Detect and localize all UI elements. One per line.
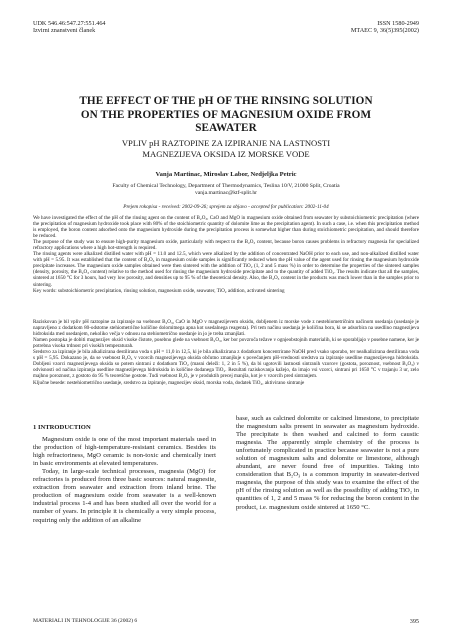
issn: ISSN 1580-2949 [377, 20, 419, 27]
abstract-paragraph: Sredstvo za izpiranje je bila alkalizirana destilirana voda s pH = 11,0 in 12,5, ki je bila alkalizirana z dodatkom koncentrirane NaOH pred vsako uporabo, ter nealkalizirana destilirana voda s pH = 5,95. Dokazano je, da se vsebnost B₂O₃ v vzorcih magnezijevega oksida občutno zmanjšuje s povečanjem pH-vrednosti sredstva za izpiranje usedline magnezijevega hidroksida. Dobljeni vzorci magnezijevega oksida so potem sintrani z dodatkom TiO₂ (masni deleži: 1, 2 in 5 %), da bi ugotovili lastnosti sintranih vzorcev (gostota, poroznost, vsebnost B₂O₃) v odvisnosti od načina izpiranja usedline magnezijevega hidroksida in količine dodanega TiO₂. Rezultati raziskovanja kažejo, da imajo vsi vzorci, sintrani pri 1650 °C v trajanju 3 ur, zelo majhno poroznost, z gostoto do 95 % teoretične gostote. Tudi vsebnost B₂O₃ je v produktih precej manjša, kot je v vzorcih pred sintranjem. [33, 349, 419, 380]
footer-journal: MATERIALI IN TEHNOLOGIJE 36 (2002) 6 [33, 618, 138, 624]
authors: Vanja Martinac, Miroslav Labor, Nedjeljka Petric [155, 171, 297, 178]
abstract-paragraph: We have investigated the effect of the pH of the rinsing agent on the content of B₂O₃, CaO and MgO in magnesium oxide obtained from seawater by substoichiometric precipitation (where the precipitation of magnesium hydroxide took place with 80% of the stoichiometric quantity of dolomite lime as the precipitation agent). In such a case, i.e. when this precipitation method is employed, the boron content adsorbed onto the magnesium hydroxide during the precipitation process is somewhat higher than during stoichiometric precipitation, and should therefore be reduced. [33, 215, 419, 240]
received-dates: Prejem rokopisa - received: 2002-09-26; sprejem za objavo - accepted for publication: 2002-11-04 [123, 204, 329, 210]
abstract-paragraph: The rinsing agents were alkalized distilled water with pH = 11.0 and 12.5, which were alkalized by the addition of concentrated NaOH prior to each use, and non-alkalized distilled water with pH = 5.95. It was established that the content of B₂O₃ in magnesium oxide samples is significantly reduced when the pH value of the agent used for rinsing the magnesium hydroxide precipitate increases. The magnesium oxide samples obtained were then sintered with the addition of TiO₂ (1, 2 and 5 mass %) in order to determine the properties of the sintered samples (density, porosity, the B₂O₃ content) relative to the method used for rinsing the magnesium hydroxide precipitate and to the quantity of added TiO₂. The results indicate that all the samples, sintered at 1650 °C for 3 hours, had very low porosity, and densities up to 95 % of the theoretical density. Also, the B₂O₃ content in the products was much lower than in the samples prior to sintering. [33, 251, 419, 288]
body-paragraph: base, such as calcined dolomite or calcined limestone, to precipitate the magnesium salts present in seawater as magnesium hydroxide. The precipitate is then washed and calcined to form caustic magnesia. The apparently simple chemistry of the process is unfortunately complicated in practice because seawater is not a pure solution of magnesium salts and dolomite or limestone, although abundant, are never found free of impurities. Taking into consideration that B₂O₃ is a common impurity in seawater-derived magnesia, the purpose of this study was to examine the effect of the pH of the rinsing solution as well as the possibility of adding TiO₂ in quantities of 1, 2 and 5 mass % for reducing the boron content in the product, i.e. magnesium oxide sintered at 1650 °C. [236, 415, 419, 511]
title-line: SEAWATER [195, 122, 257, 134]
abstract-paragraph: The purpose of the study was to ensure high-purity magnesium oxide, particularly with respect to the B₂O₃ content, because boron causes problems in refractory magnesia for specialized refractory applications where a high hot-strength is required. [33, 239, 419, 252]
keywords: Ključne besede: nestehiometrično usedanje, sredstvo za izpiranje, magnezijev oksid, morska voda, dodatek TiO₂, aktivirano sintranje [33, 379, 305, 386]
abstract-english [33, 215, 419, 294]
abstract-slovene [33, 319, 419, 386]
header-left [33, 20, 106, 35]
title-line: THE EFFECT OF THE pH OF THE RINSING SOLUTION [79, 95, 373, 107]
udk-code: UDK 546.46:547.27:551.464 [33, 20, 106, 27]
body-paragraph: Magnesium oxide is one of the most important materials used in the production of high-temperature-resistant ceramics. Besides its high refractoriness, MgO ceramic is non-toxic and chemically inert in basic environments at elevated temperatures. [33, 436, 216, 468]
affiliation-address: Faculty of Chemical Technology, Department of Thermodynamics, Teslina 10/V, 21000 Split, Croatia [112, 183, 340, 189]
journal-code: MTAEC 9, 36(5)395(2002) [350, 27, 419, 35]
header-right [351, 20, 419, 35]
abstract-paragraph: Namen postopka je dobiti magnezijev oksid visoke čistote, posebno glede na vsebnost B₂O₃, ker bor povzroča težave v ognjeobstojnih materialih, ki se uporabljajo v posebne namene, ker je potrebna visoka trdnost pri visokih temperaturah. [33, 337, 419, 350]
keywords: Key words: substoichiometric precipitation, rinsing solution, magnesium oxide, seawater, TiO₂ addition, activated sintering [33, 288, 285, 295]
body-paragraph: Today, in large-scale technical processes, magnesia (MgO) for refractories is produced from three basic sources: natural magnesite, extraction from seawater and extraction from inland brine. The production of magnesium oxide from seawater is a well-known industrial process 1-4 and has been studied all over the world for a number of years. In principle it is chemically a very simple process, requiring only the addition of an alkaline [33, 468, 216, 524]
subtitle-line: VPLIV pH RAZTOPINE ZA IZPIRANJE NA LASTNOSTI [121, 138, 331, 148]
subtitle-line: MAGNEZIJEVA OKSIDA IZ MORSKE VODE [142, 148, 310, 159]
right-column [236, 415, 419, 512]
title-line: ON THE PROPERTIES OF MAGNESIUM OXIDE FROM [80, 108, 372, 121]
affiliation [30, 183, 422, 197]
section-heading: 1 INTRODUCTION [33, 424, 91, 431]
abstract-paragraph: Raziskovan je bil vpliv pH raztopine za izpiranje na vsebnost B₂O₃, CaO in MgO v magnezijevem oksidu, dobljenem iz morske vode z nestehiometričnim načinom usedanja (usedanje je napravljeno z dodatkom 80-odstotne stehiometrične količine dolomitnega apna kot usedalnega reagenta). Pri tem načinu usedanja je količina bora, ki se adsorbira na usedlino magnezijeva hidroksida med usedanjem, nekoliko večja v odnosu na stehiometrično usedanje in jo je treba zmanjšati. [33, 319, 419, 338]
article-subtitle [30, 138, 422, 159]
author-email: vanja.martinac@ktf-split.hr [194, 190, 257, 196]
page-number: 395 [409, 618, 419, 625]
article-type: Izvirni znanstveni članek [33, 27, 96, 35]
article-title [30, 95, 422, 136]
left-column [33, 418, 216, 525]
